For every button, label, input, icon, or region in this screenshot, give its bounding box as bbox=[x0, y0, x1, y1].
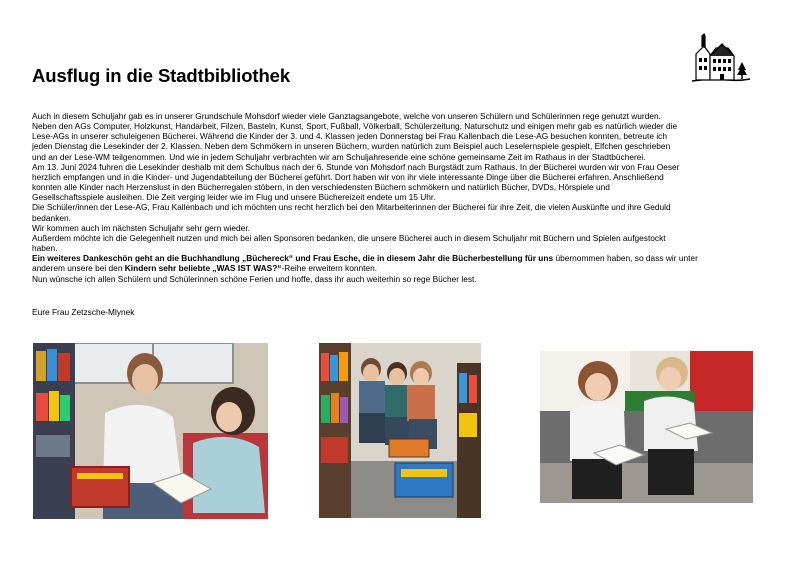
school-building-icon bbox=[690, 32, 752, 84]
photo-girls-reading-on-sofa bbox=[540, 351, 753, 503]
paragraph-line: jeden Dienstag die Lesekinder der 2. Klassen. Neben dem Schmökern in unseren Büchern, wurden natürlich zum Beispiel auch Leselernspiele gespielt, Elfchen geschrieben bbox=[32, 141, 671, 152]
paragraph-line: Am 13. Juni 2024 fuhren die Lesekinder deshalb mit dem Schulbus nach der 6. Stunde von Mohsdorf nach Burgstädt zum Rathaus. In der Bücherei wurden wir von Frau Oeser bbox=[32, 161, 680, 172]
thanks-line-1 bbox=[32, 253, 772, 263]
paragraph-line: Außerdem möchte ich die Gelegenheit nutzen und mich bei allen Sponsoren bedanken, die unsere Bücherei auch in diesem Schuljahr mit Büchern und Spielen aufgestockt bbox=[32, 232, 666, 243]
paragraph-line: und an der Lese-WM teilgenommen. Und wie in jedem Schuljahr verbrachten wir am Schuljahresende eine schöne gemeinsame Zeit im Rathaus in der Stadtbücherei. bbox=[32, 151, 646, 162]
paragraph-line: Die Schüler/innen der Lese-AG, Frau Kallenbach und ich möchten uns recht herzlich bei den Mitarbeiterinnen der Bücherei für ihre Zeit, die vielen Auskünfte und ihre Geduld bbox=[32, 202, 671, 213]
paragraph-line: Neben den AGs Computer, Holzkunst, Handarbeit, Filzen, Basteln, Kunst, Sport, Fußball, Völkerball, Schülerzeitung, Naturschutz und einigen mehr gab es natürlich wieder die bbox=[32, 121, 678, 132]
article-body bbox=[32, 111, 772, 284]
thanks-line-1-rest: übernommen haben, so dass wir unter bbox=[553, 253, 698, 264]
closing-line: Nun wünsche ich allen Schülern und Schülerinnen schöne Ferien und hoffe, dass ihr auch weiterhin so rege Bücher lest. bbox=[32, 273, 477, 284]
thanks-line-2 bbox=[32, 263, 772, 273]
paragraph-line: bedanken. bbox=[32, 212, 71, 223]
paragraph-line: haben. bbox=[32, 243, 58, 254]
paragraph-line: herzlich empfangen und in die Kinder- und Jugendabteilung der Bücherei geführt. Dort haben wir von ihr viele interessante Dinge über die Bücherei erfahren. Anschließend bbox=[32, 171, 664, 182]
photo-girls-reading-books bbox=[33, 343, 268, 519]
photo-children-sitting-on-floor bbox=[319, 343, 481, 518]
thanks-series-text: Kindern sehr beliebte „WAS IST WAS?“ bbox=[124, 263, 282, 274]
school-logo-drawing bbox=[690, 32, 752, 84]
thanks-bookshop-text: Ein weiteres Dankeschön geht an die Buchhandlung „Büchereck“ und Frau Esche, die in diesem Jahr die Bücherbestellung für uns bbox=[32, 253, 554, 264]
signature: Eure Frau Zetzsche-Mlynek bbox=[32, 307, 135, 317]
thanks-line-2-rest: -Reihe erweitern konnten. bbox=[281, 263, 378, 274]
paragraph-line: konnten alle Kinder nach Herzenslust in den Bücherregalen stöbern, in den verschiedensten Büchern schmökern und natürlich Bücher, DVDs, Hörspiele und bbox=[32, 182, 610, 193]
paragraph-line: Gesellschaftsspiele ausleihen. Die Zeit verging leider wie im Flug und unsere Büchereizeit endete um 15 Uhr. bbox=[32, 192, 436, 203]
paragraph-line: Wir kommen auch im nächsten Schuljahr sehr gern wieder. bbox=[32, 222, 250, 233]
paragraph-line: Auch in diesem Schuljahr gab es in unserer Grundschule Mohsdorf wieder viele Ganztagsangebote, welche von unseren Schülern und Schülerinnen rege genutzt wurden. bbox=[32, 111, 661, 121]
thanks-line-2-start: anderem unsere bei den bbox=[32, 263, 125, 274]
document-title: Ausflug in die Stadtbibliothek bbox=[32, 65, 291, 86]
paragraph-line: Lese-AGs in unserer schuleigenen Bücherei. Während die Kinder der 3. und 4. Klassen jeden Donnerstag bei Frau Kallenbach die Lese-AG besuchen konnten, betreute ich bbox=[32, 131, 667, 142]
